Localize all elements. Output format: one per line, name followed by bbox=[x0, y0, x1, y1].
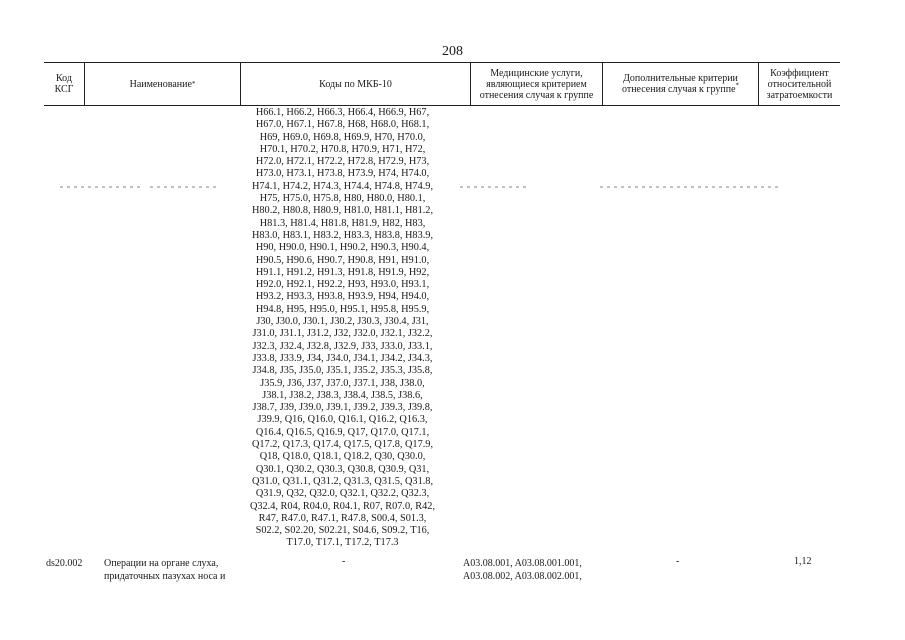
icd-codes-line: H80.2, H80.8, H80.9, H81.0, H81.1, H81.2, bbox=[251, 205, 434, 217]
row2-code: ds20.002 bbox=[46, 558, 83, 569]
icd-codes-line: H73.0, H73.1, H73.8, H73.9, H74, H74.0, bbox=[255, 168, 430, 180]
icd-codes-line: H94.8, H95, H95.0, H95.1, H95.8, H95.9, bbox=[255, 303, 430, 315]
icd-codes-line: Q16.4, Q16.5, Q16.9, Q17, Q17.0, Q17.1, bbox=[255, 426, 430, 438]
icd-codes-line: J33.8, J33.9, J34, J34.0, J34.1, J34.2, J34.3, bbox=[252, 352, 433, 364]
header-extra-line1: Дополнительные критерии bbox=[623, 73, 738, 84]
row2-icd: - bbox=[342, 556, 346, 567]
scan-artifact bbox=[150, 186, 220, 188]
header-coefficient bbox=[758, 63, 840, 105]
header-extra-criteria bbox=[602, 63, 758, 105]
row2-name-line1: Операции на органе слуха, bbox=[104, 558, 219, 569]
table-header bbox=[44, 62, 840, 106]
header-code-ksg bbox=[44, 63, 84, 105]
icd-codes-line: Q17.2, Q17.3, Q17.4, Q17.5, Q17.8, Q17.9, bbox=[251, 439, 434, 451]
header-extra-line2: отнесения случая к группе bbox=[621, 84, 736, 95]
header-name-text: Наименование bbox=[129, 78, 192, 90]
header-icd bbox=[240, 63, 470, 105]
icd-codes-line: J35.9, J36, J37, J37.0, J37.1, J38, J38.0, bbox=[260, 377, 425, 389]
header-services-line2: являющиеся критерием bbox=[486, 78, 587, 90]
header-code-line1: Код bbox=[56, 73, 72, 84]
header-coef-line1: Коэффициент bbox=[770, 67, 829, 79]
icd-codes-line: S02.2, S02.20, S02.21, S04.6, S09.2, T16, bbox=[255, 525, 430, 537]
icd-codes-line: J30, J30.0, J30.1, J30.2, J30.3, J30.4, J31, bbox=[256, 316, 429, 328]
icd-codes-line: H67.0, H67.1, H67.8, H68, H68.0, H68.1, bbox=[255, 119, 430, 131]
icd-codes-line: R47, R47.0, R47.1, R47.8, S00.4, S01.3, bbox=[258, 512, 427, 524]
icd-codes-line: J38.7, J39, J39.0, J39.1, J39.2, J39.3, J39.8, bbox=[252, 402, 433, 414]
header-code-line2: КСГ bbox=[54, 84, 74, 95]
header-name: Наименование * bbox=[84, 63, 240, 105]
icd-codes-line: H81.3, H81.4, H81.8, H81.9, H82, H83, bbox=[259, 217, 426, 229]
header-coef-line3: затратоемкости bbox=[766, 89, 833, 101]
icd-codes-line: H72.0, H72.1, H72.2, H72.8, H72.9, H73, bbox=[255, 156, 430, 168]
icd-codes-line: H92.0, H92.1, H92.2, H93, H93.0, H93.1, bbox=[255, 279, 430, 291]
icd-codes-line: H75, H75.0, H75.8, H80, H80.0, H80.1, bbox=[259, 193, 426, 205]
icd-codes-line: H74.1, H74.2, H74.3, H74.4, H74.8, H74.9, bbox=[251, 180, 434, 192]
header-icd-text: Коды по МКБ-10 bbox=[319, 78, 392, 90]
scan-artifact bbox=[600, 186, 780, 188]
icd-codes-line: T17.0, T17.1, T17.2, T17.3 bbox=[286, 537, 399, 549]
header-services-line3: отнесения случая к группе bbox=[479, 89, 594, 101]
icd-codes-line: J34.8, J35, J35.0, J35.1, J35.2, J35.3, J35.8, bbox=[252, 365, 433, 377]
row2-services bbox=[463, 558, 582, 583]
icd-codes-line: H69, H69.0, H69.8, H69.9, H70, H70.0, bbox=[259, 131, 426, 143]
page-number: 208 bbox=[442, 44, 463, 59]
scan-artifact bbox=[460, 186, 530, 188]
icd-codes-line: Q31.0, Q31.1, Q31.2, Q31.3, Q31.5, Q31.8, bbox=[251, 475, 434, 487]
icd-codes-line: Q32.4, R04, R04.0, R04.1, R07, R07.0, R42, bbox=[249, 500, 436, 512]
icd-codes-line: H90, H90.0, H90.1, H90.2, H90.3, H90.4, bbox=[255, 242, 430, 254]
header-services-line1: Медицинские услуги, bbox=[490, 67, 583, 79]
icd-codes-list bbox=[240, 107, 445, 550]
icd-codes-line: Q18, Q18.0, Q18.1, Q18.2, Q30, Q30.0, bbox=[259, 451, 426, 463]
header-coef-line2: относительной bbox=[767, 78, 832, 90]
row2-name bbox=[104, 558, 225, 583]
icd-codes-line: Q30.1, Q30.2, Q30.3, Q30.8, Q30.9, Q31, bbox=[255, 463, 430, 475]
row2-extra: - bbox=[676, 556, 680, 567]
icd-codes-line: H66.1, H66.2, H66.3, H66.4, H66.9, H67, bbox=[255, 107, 430, 118]
header-extra-mark: * bbox=[735, 81, 740, 90]
icd-codes-line: H90.5, H90.6, H90.7, H90.8, H91, H91.0, bbox=[255, 254, 430, 266]
icd-codes-line: H70.1, H70.2, H70.8, H70.9, H71, H72, bbox=[259, 143, 426, 155]
header-services bbox=[470, 63, 602, 105]
row2-name-line2: придаточных пазухах носа и bbox=[104, 570, 226, 582]
icd-codes-line: H83.0, H83.1, H83.2, H83.3, H83.8, H83.9, bbox=[251, 229, 434, 241]
icd-codes-line: Q31.9, Q32, Q32.0, Q32.1, Q32.2, Q32.3, bbox=[255, 488, 430, 500]
row2-services-line1: A03.08.001, A03.08.001.001, bbox=[463, 558, 582, 569]
icd-codes-line: J38.1, J38.2, J38.3, J38.4, J38.5, J38.6, bbox=[262, 389, 423, 401]
icd-codes-line: H91.1, H91.2, H91.3, H91.8, H91.9, H92, bbox=[255, 266, 430, 278]
row2-services-line2: A03.08.002, A03.08.002.001, bbox=[463, 570, 582, 582]
icd-codes-line: J32.3, J32.4, J32.8, J32.9, J33, J33.0, J33.1, bbox=[252, 340, 433, 352]
scan-artifact bbox=[60, 186, 140, 188]
icd-codes-line: J39.9, Q16, Q16.0, Q16.1, Q16.2, Q16.3, bbox=[257, 414, 428, 426]
row2-coefficient: 1,12 bbox=[794, 556, 812, 567]
icd-codes-line: H93.2, H93.3, H93.8, H93.9, H94, H94.0, bbox=[255, 291, 430, 303]
icd-codes-line: J31.0, J31.1, J31.2, J32, J32.0, J32.1, J32.2, bbox=[252, 328, 433, 340]
